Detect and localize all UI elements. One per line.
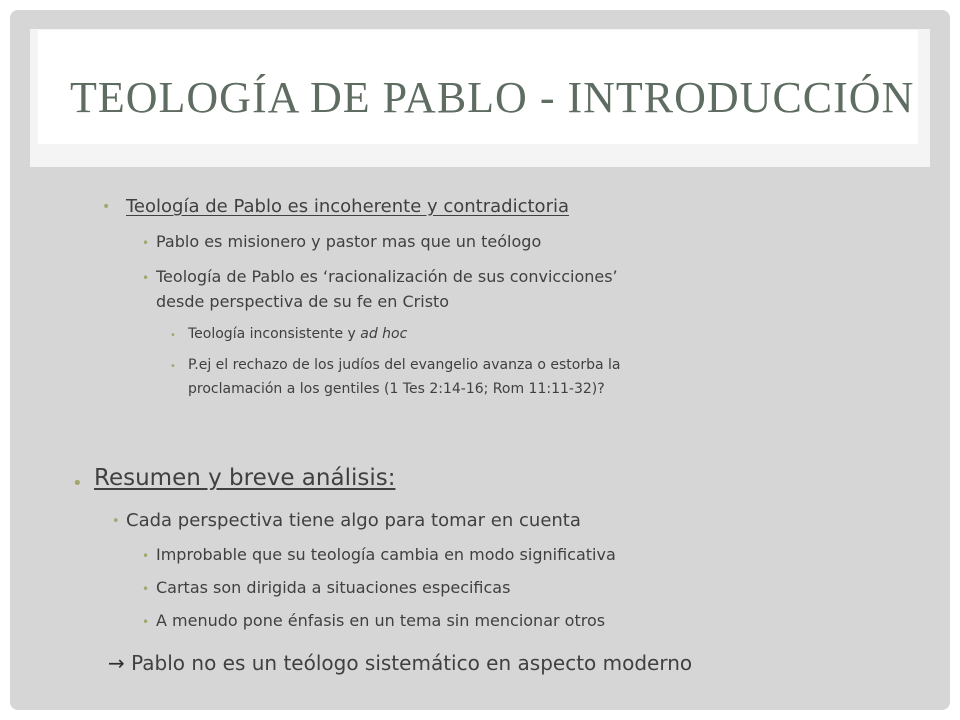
slide xyxy=(10,10,950,710)
section1-sub1: Pablo es misionero y pastor mas que un teólogo xyxy=(156,232,542,251)
section2-sub1: Cada perspectiva tiene algo para tomar en cuenta xyxy=(126,510,581,531)
section1-subsub2-line1: P.ej el rechazo de los judíos del evangelio avanza o estorba la xyxy=(188,357,621,373)
conclusion-text: Pablo no es un teólogo sistemático en aspecto moderno xyxy=(131,651,693,675)
bullet-icon: • xyxy=(142,582,150,596)
slide-title: TEOLOGÍA DE PABLO - INTRODUCCIÓN xyxy=(70,73,915,122)
section2-subsub1: Improbable que su teología cambia en modo significativa xyxy=(156,545,616,564)
section2-subsub3: A menudo pone énfasis en un tema sin mencionar otros xyxy=(156,611,606,630)
bullet-icon: • xyxy=(112,514,120,529)
bullet-icon: • xyxy=(102,199,111,215)
bullet-icon: • xyxy=(170,330,176,341)
conclusion xyxy=(108,651,692,675)
bullet-icon: • xyxy=(72,473,83,494)
bullet-icon: • xyxy=(170,361,176,372)
arrow-right-icon: → xyxy=(108,651,125,675)
section1-subsub2-line2: proclamación a los gentiles (1 Tes 2:14-16; Rom 11:11-32)? xyxy=(188,381,605,397)
subsub1-text: Teología inconsistente y xyxy=(188,326,361,342)
section2-heading: Resumen y breve análisis: xyxy=(94,465,396,491)
section1-subsub1 xyxy=(188,326,407,342)
section1-sub2-line1: Teología de Pablo es ‘racionalización de sus convicciones’ xyxy=(156,267,618,286)
bullet-icon: • xyxy=(142,271,150,285)
bullet-icon: • xyxy=(142,615,150,629)
section2-subsub2: Cartas son dirigida a situaciones especificas xyxy=(156,578,511,597)
bullet-icon: • xyxy=(142,549,150,563)
subsub1-italic: ad hoc xyxy=(360,326,408,342)
section1-sub2-line2: desde perspectiva de su fe en Cristo xyxy=(156,292,450,311)
bullet-icon: • xyxy=(142,236,150,250)
section1-heading: Teología de Pablo es incoherente y contradictoria xyxy=(126,196,569,217)
